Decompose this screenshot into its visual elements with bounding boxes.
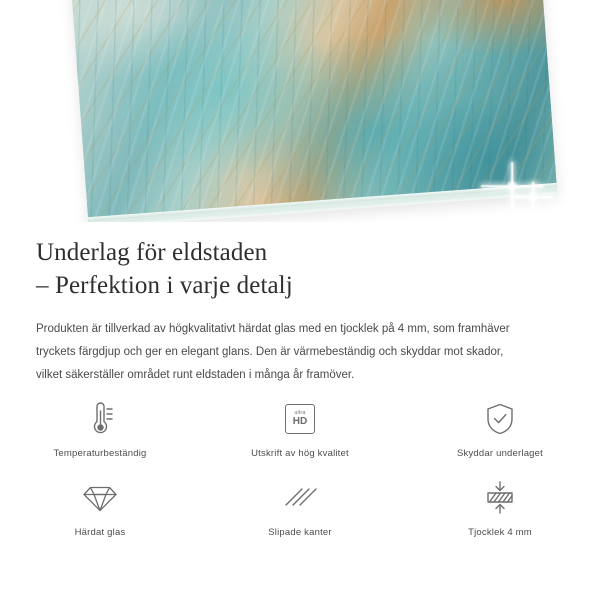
feature-item-thickness <box>400 475 600 538</box>
thermometer-icon <box>77 396 123 442</box>
feature-item-print-quality <box>200 396 400 459</box>
feature-label-polished-edges: Slipade kanter <box>268 527 332 538</box>
ultra-hd-icon <box>277 396 323 442</box>
glass-panel-graphic <box>64 0 557 222</box>
shield-check-icon <box>477 396 523 442</box>
feature-label-thickness: Tjocklek 4 mm <box>468 527 532 538</box>
ultra-hd-badge-top: ultra <box>294 409 306 416</box>
diamond-icon <box>77 475 123 521</box>
body-line-3: vilket säkerställer området runt eldstaden i många år framöver. <box>36 369 355 381</box>
feature-item-temperature <box>0 396 200 459</box>
ultra-hd-badge <box>285 404 315 434</box>
text-content <box>0 222 600 387</box>
feature-label-tempered-glass: Härdat glas <box>74 527 126 538</box>
feature-label-protection: Skyddar underlaget <box>457 448 543 459</box>
body-paragraph <box>0 302 600 387</box>
hero-product-image <box>0 0 600 222</box>
feature-item-polished-edges <box>200 475 400 538</box>
ultra-hd-badge-bottom: HD <box>292 416 308 428</box>
hero-image-inner <box>0 0 600 222</box>
polished-edges-icon <box>277 475 323 521</box>
thickness-arrows-icon <box>477 475 523 521</box>
body-line-2: tryckets färgdjup och ger en elegant glans. Den är värmebeständig och skyddar mot skador, <box>36 346 504 358</box>
feature-item-tempered-glass <box>0 475 200 538</box>
body-line-1: Produkten är tillverkad av högkvalitativt härdat glas med en tjocklek på 4 mm, som framhäver <box>36 323 510 335</box>
page-title <box>0 222 600 302</box>
page-title-line-2: – Perfektion i varje detalj <box>36 272 293 299</box>
feature-label-temperature: Temperaturbeständig <box>53 448 147 459</box>
feature-grid <box>0 396 600 538</box>
page-title-line-1: Underlag för eldstaden <box>36 239 268 266</box>
feature-item-protection <box>400 396 600 459</box>
feature-label-print-quality: Utskrift av hög kvalitet <box>251 448 349 459</box>
